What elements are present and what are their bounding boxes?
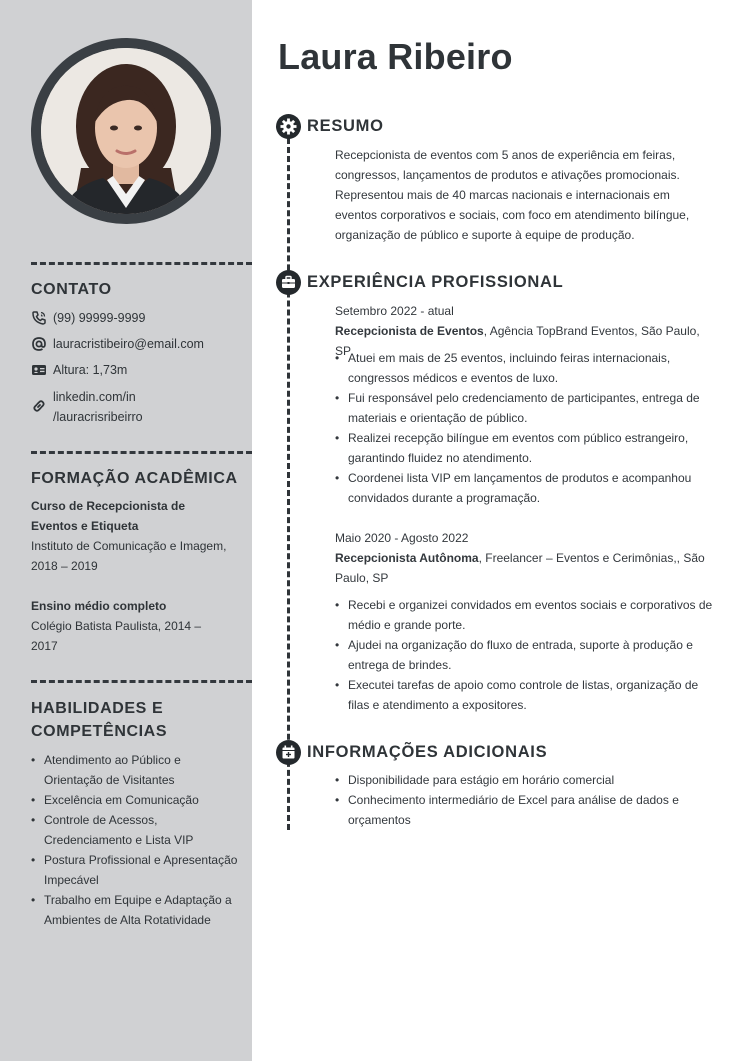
gear-icon (276, 114, 301, 139)
job-date: Maio 2020 - Agosto 2022 (335, 531, 469, 545)
linkedin-link[interactable] (53, 387, 143, 427)
divider (31, 680, 252, 683)
list-item: • Atendimento ao Público e Orientação de Visitantes (31, 750, 241, 790)
additional-list (335, 770, 715, 830)
id-card-icon (31, 362, 47, 378)
contact-email (31, 336, 204, 354)
linkedin-line2: /lauracrisribeirro (53, 410, 143, 424)
divider (31, 451, 252, 454)
list-item: • Coordenei lista VIP em lançamentos de produtos e acompanhou convidados durante a programação. (335, 468, 715, 508)
list-item: • Realizei recepção bilíngue em eventos com público estrangeiro, garantindo fluidez no atendimento. (335, 428, 715, 468)
briefcase-icon (276, 270, 301, 295)
summary-text: Recepcionista de eventos com 5 anos de experiência em feiras, congressos, lançamentos de produtos e ativações promocionais. Representou mais de 40 marcas nacionais e internacionais em eventos corporativos e sociais, com foco em atendimento bilíngue, organização de público e suporte à equipe de produção. (335, 148, 690, 242)
education-title: Ensino médio completo (31, 599, 167, 613)
list-item: • Excelência em Comunicação (31, 790, 241, 810)
phone-icon (31, 310, 47, 326)
list-item: • Recebi e organizei convidados em eventos sociais e corporativos de médio e grande porte. (335, 595, 715, 635)
calendar-plus-icon (276, 740, 301, 765)
job-role: Recepcionista de Eventos (335, 324, 484, 338)
job-bullets (335, 348, 715, 508)
contact-heading: CONTATO (31, 281, 112, 298)
height-text: Altura: 1,73m (53, 363, 128, 377)
list-item: • Controle de Acessos, Credenciamento e Lista VIP (31, 810, 241, 850)
job-title (335, 548, 715, 588)
skills-heading-line2: COMPETÊNCIAS (31, 723, 168, 740)
job-date: Setembro 2022 - atual (335, 304, 454, 318)
education-details: Colégio Batista Paulista, 2014 – 2017 (31, 619, 202, 653)
contact-height (31, 362, 127, 380)
list-item: • Conhecimento intermediário de Excel para análise de dados e orçamentos (335, 790, 715, 830)
education-details: Instituto de Comunicação e Imagem, 2018 – 2019 (31, 539, 227, 573)
list-item: • Atuei em mais de 25 eventos, incluindo feiras internacionais, congressos médicos e eventos de luxo. (335, 348, 715, 388)
education-item (31, 496, 231, 576)
job-company: , Freelancer – Eventos e Cerimônias,, São Paulo, SP (335, 551, 705, 585)
job-bullets (335, 595, 715, 715)
skills-heading (31, 697, 167, 743)
summary-heading: RESUMO (307, 117, 384, 135)
profile-photo (41, 48, 211, 214)
list-item: • Postura Profissional e Apresentação Impecável (31, 850, 241, 890)
profile-photo-frame (31, 38, 221, 224)
timeline-line (287, 138, 290, 830)
list-item: • Fui responsável pelo credenciamento de participantes, entrega de materiais e orientação de público. (335, 388, 715, 428)
summary-icon-badge (276, 114, 301, 139)
additional-icon-badge (276, 740, 301, 765)
education-heading: FORMAÇÃO ACADÊMICA (31, 470, 238, 487)
skills-list (31, 750, 241, 930)
list-item: • Disponibilidade para estágio em horário comercial (335, 770, 715, 790)
list-item: • Trabalho em Equipe e Adaptação a Ambientes de Alta Rotatividade (31, 890, 241, 930)
list-item: • Ajudei na organização do fluxo de entrada, suporte à produção e entrega de brindes. (335, 635, 715, 675)
at-sign-icon (31, 336, 47, 352)
phone-text[interactable]: (99) 99999-9999 (53, 311, 146, 325)
email-text[interactable]: lauracristibeiro@email.com (53, 337, 204, 351)
additional-heading: INFORMAÇÕES ADICIONAIS (307, 743, 548, 761)
divider (31, 262, 252, 265)
skills-heading-line1: HABILIDADES E (31, 700, 164, 717)
experience-heading: EXPERIÊNCIA PROFISSIONAL (307, 273, 564, 291)
experience-icon-badge (276, 270, 301, 295)
job-role: Recepcionista Autônoma (335, 551, 479, 565)
contact-linkedin (31, 389, 143, 427)
list-item: • Executei tarefas de apoio como controle de listas, organização de filas e atendimento a expositores. (335, 675, 715, 715)
job-company: , Agência TopBrand Eventos, São Paulo, SP (335, 324, 700, 358)
education-item (31, 596, 231, 656)
education-title: Curso de Recepcionista de Eventos e Etiqueta (31, 499, 186, 533)
candidate-name: Laura Ribeiro (278, 36, 513, 77)
link-icon (31, 398, 47, 414)
sidebar (0, 0, 252, 1061)
contact-phone (31, 310, 145, 328)
linkedin-line1: linkedin.com/in (53, 390, 136, 404)
